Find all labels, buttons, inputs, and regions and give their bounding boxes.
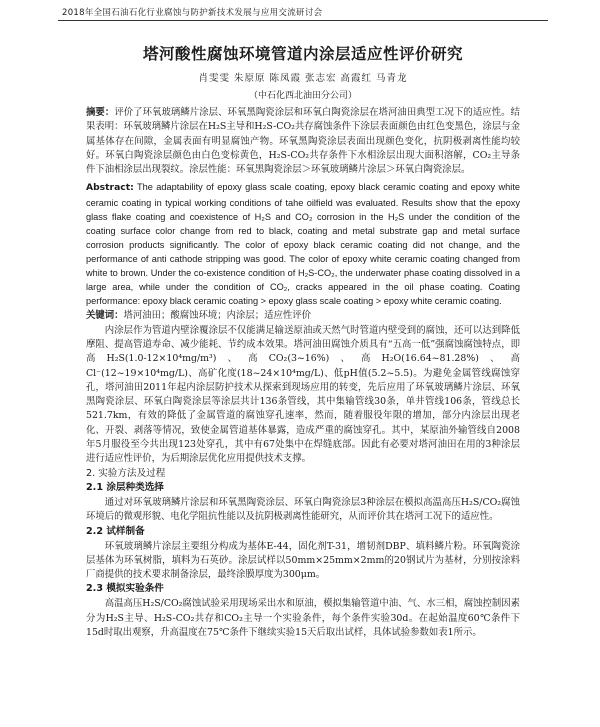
abstract-en-text: The adaptability of epoxy glass scale coating, epoxy black ceramic coating and epoxy white ceramic coating in typical working conditions of tahe oilfield was evaluated. Results show that the epoxy glass flake coating and coexistence of H₂S and CO₂ corrosion in the H₂S under the condition of the coating surface color change from red to black, coating and metal substrate gap and metal surface corrosion products significantly. The color of epoxy black ceramic coating did not change, and the performance of anti cathode stripping was good. The color of epoxy white ceramic coating changed from white to brown. Under the co-existence condition of H₂S-CO₂, the underwater phase coating dissolved in a large area, while under the condition of CO₂, cracks appeared in the oil phase coating. Coating performance: epoxy black ceramic coating > epoxy glass scale coating > epoxy white ceramic coating. [86,182,520,307]
affiliation: （中石化西北油田分公司） [248,91,357,101]
subsection-heading-coating-selection: 2.1 涂层种类选择 [86,482,164,494]
header-rule [58,20,548,21]
test-conditions-paragraph: 高温高压H₂S/CO₂腐蚀试验采用现场采出水和原油，模拟集输管道中油、气、水三相，腐蚀控制因素分为H₂S主导、H₂S-CO₂共存和CO₂主导一个实验条件，每个条件实验30d。在起始温度60℃条件下15d时取出观察，升高温度在75℃条件下继续实验15天后取出试样，具体试验参数如表1所示。 [86,598,520,638]
keywords-text: 塔河油田；酸腐蚀环境；内涂层；适应性评价 [123,310,312,322]
running-head: 2018年全国石油石化行业腐蚀与防护新技术发展与应用交流研讨会 [62,8,323,18]
sample-prep-paragraph: 环氧玻璃鳞片涂层主要组分构成为基体E-44，固化剂T-31，增韧剂DBP、填料鳞片粉。环氧陶瓷涂层基体为环氧树脂，填料为石英砂。涂层试样以50mm×25mm×2mm的20钢试片为基材，分别按涂料厂商提供的技术要求制备涂层，最终涂膜厚度为300μm。 [86,540,520,581]
paper-title: 塔河酸性腐蚀环境管道内涂层适应性评价研究 [142,45,463,63]
abstract-zh-label: 摘要： [86,107,115,118]
subsection-heading-sample-prep: 2.2 试样制备 [86,525,145,537]
article-body [86,42,520,640]
intro-paragraph: 内涂层作为管道内壁涂覆涂层不仅能满足输送原油或天然气时管道内壁受到的腐蚀，还可以达到降低摩阻、提高管道寿命、减少能耗、节约成本效果。塔河油田腐蚀介质具有“五高一低”强腐蚀腐蚀特点，即高H₂S(1.0-12×10⁴mg/m³)、高CO₂(3~16%)、高H₂O(16.64~81.28%)、高Cl⁻(12~19×10⁴mg/L)、高矿化度(18~24×10⁴mg/L)、低pH值(5.2~5.5)。为避免金属管线腐蚀穿孔，塔河油田2011年起内涂层防护技术从探索到现场应用的转变，先后应用了环氧玻璃鳞片涂层、环氧黑陶瓷涂层、环氧白陶瓷涂层等涂层共计136条管线，其中集输管线30条，单井管线106条，管线总长521.7km，有效的降低了金属管道的腐蚀穿孔速率，然而，随着服役年限的增加，部分内涂层出现老化、开裂、剥落等情况，致使金属管道基体暴露，造成严重的腐蚀穿孔。其中，某原油外输管线自2008年5月服役至今共出现123处穿孔，其中有67处集中在焊缝底部。因此有必要对塔河油田在用的3种涂层进行适应性评价，为后期涂层优化应用提供技术支撑。 [86,324,520,465]
keywords [86,309,520,323]
abstract-en-label: Abstract: [86,182,134,194]
keywords-label: 关键词： [86,310,124,322]
abstract-en [86,180,520,308]
section-heading-experiment: 2. 实验方法及过程 [86,467,166,479]
coating-selection-paragraph: 通过对环氧玻璃鳞片涂层和环氧黑陶瓷涂层、环氧白陶瓷涂层3种涂层在模拟高温高压H₂S/CO₂腐蚀环境后的微观形貌、电化学阻抗性能以及抗阴极剥离性能研究，从而评价其在塔河工况下的适应性。 [86,497,520,523]
author-list: 肖雯雯 朱原原 陈凤霞 张志宏 高霞红 马青龙 [198,73,408,84]
subsection-heading-test-conditions: 2.3 模拟实验条件 [86,583,164,595]
abstract-zh [86,106,520,177]
abstract-zh-text: 评价了环氧玻璃鳞片涂层、环氧黑陶瓷涂层和环氧白陶瓷涂层在塔河油田典型工况下的适应性。结果表明：环氧玻璃鳞片涂层在H₂S主导和H₂S-CO₂共存腐蚀条件下涂层表面颜色由红色变黑色，涂层与金属基体存在间隙，金属表面有明显腐蚀产物。环氧黑陶瓷涂层表面出现颜色变化，抗阴极剥离性能均较好。环氧白陶瓷涂层颜色由白色变棕黄色，H₂S-CO₂共存条件下水相涂层出现大面积溶解，CO₂主导条件下油相涂层出现裂纹。涂层性能：环氧黑陶瓷涂层＞环氧玻璃鳞片涂层＞环氧白陶瓷涂层。 [86,107,520,176]
